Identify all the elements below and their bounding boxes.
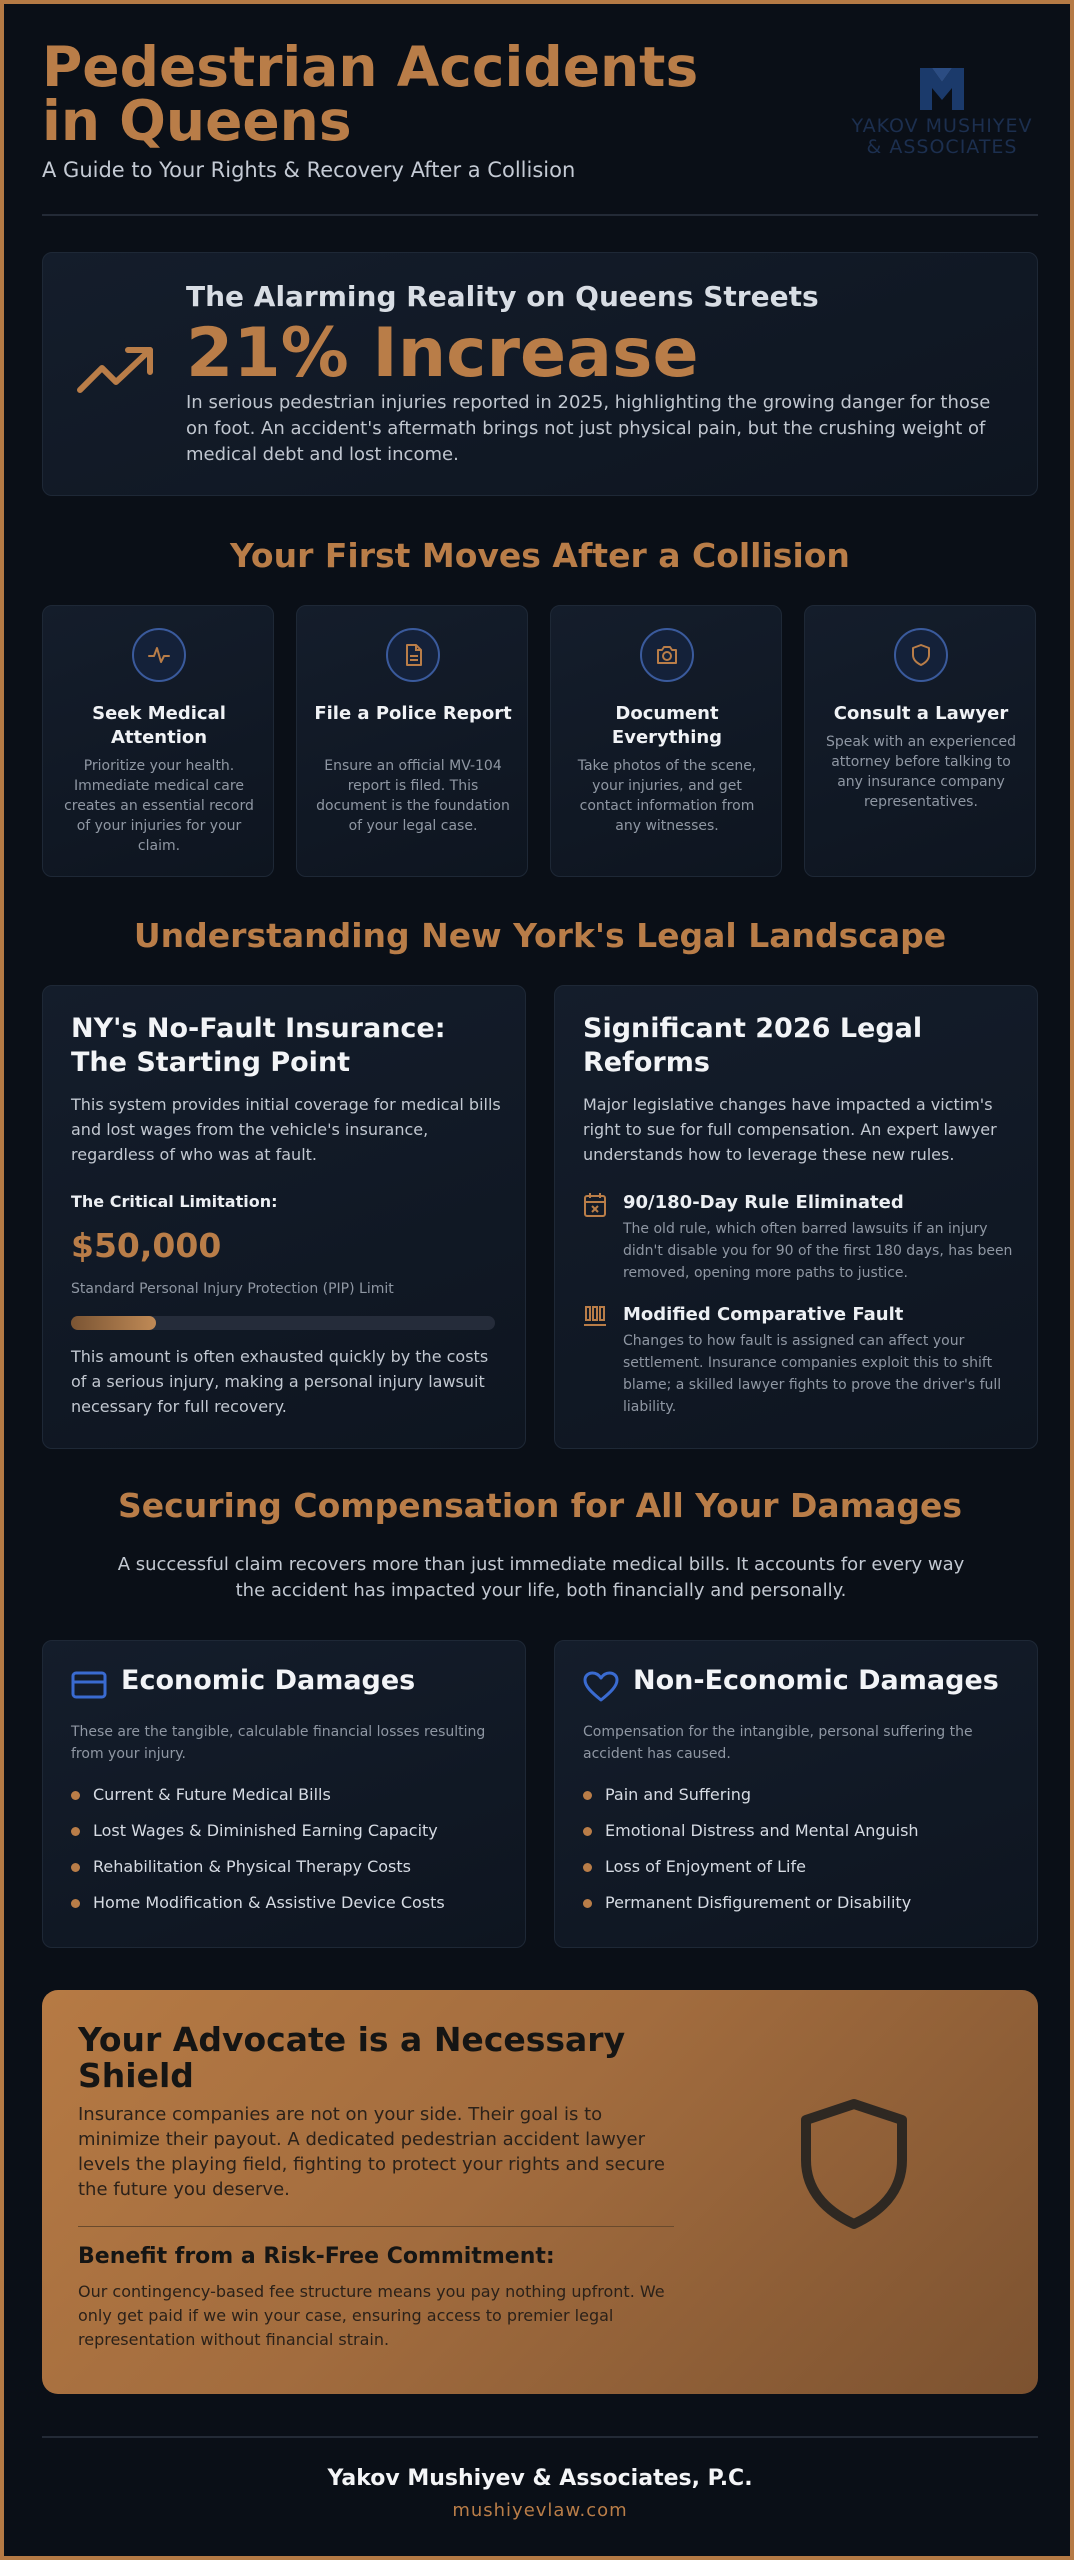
noneconomic-damages-list xyxy=(583,1783,1023,1927)
list-item: Home Modification & Assistive Device Costs xyxy=(71,1891,511,1927)
step-text: Speak with an experienced attorney before talking to any insurance company representatives. xyxy=(825,734,1017,810)
shield-icon xyxy=(894,628,948,682)
reforms-title: Significant 2026 Legal Reforms xyxy=(583,1013,923,1078)
logo-line-2: & ASSOCIATES xyxy=(866,136,1018,158)
step-title: File a Police Report xyxy=(314,703,512,724)
step-text: Take photos of the scene, your injuries, and get contact information from any witnesses. xyxy=(577,758,757,834)
pulse-icon xyxy=(132,628,186,682)
step-card-lawyer xyxy=(804,605,1036,877)
economic-damages-list xyxy=(71,1783,511,1927)
nofault-after-text: This amount is often exhausted quickly by the costs of a serious injury, making a personal injury lawsuit necessary for full recovery. xyxy=(71,1347,489,1416)
stat-figure: 21% Increase xyxy=(186,314,699,393)
footer-firm-name: Yakov Mushiyev & Associates, P.C. xyxy=(327,2466,753,2491)
steps-section-title: Your First Moves After a Collision xyxy=(230,536,850,575)
legal-section-title: Understanding New York's Legal Landscape xyxy=(133,916,947,955)
noneconomic-damages-title: Non-Economic Damages xyxy=(633,1665,999,1696)
reform-item-text: Changes to how fault is assigned can affect your settlement. Insurance companies exploit this to shift blame; a skilled lawyer fights to prove the driver's full liability. xyxy=(623,1333,1002,1415)
economic-damages-card xyxy=(42,1640,526,1948)
footer-website-link[interactable]: mushiyevlaw.com xyxy=(452,2500,628,2521)
footer-divider xyxy=(42,2436,1038,2438)
logo-mark-icon xyxy=(918,66,966,112)
document-icon xyxy=(386,628,440,682)
header-divider xyxy=(42,214,1038,216)
advocate-divider xyxy=(78,2226,674,2227)
step-title: Seek Medical Attention xyxy=(92,703,226,748)
title-line-2: in Queens xyxy=(42,89,352,153)
step-title: Consult a Lawyer xyxy=(833,703,1009,724)
list-item: Rehabilitation & Physical Therapy Costs xyxy=(71,1855,511,1891)
reform-item-text: The old rule, which often barred lawsuits if an injury didn't disable you for 90 of the first 180 days, has been removed, opening more paths to justice. xyxy=(623,1221,1013,1281)
nofault-body: This system provides initial coverage for medical bills and lost wages from the vehicle's insurance, regardless of who was at fault. xyxy=(71,1095,501,1164)
compensation-intro: A successful claim recovers more than just immediate medical bills. It accounts for every way the accident has impacted your life, both financially and personally. xyxy=(117,1554,965,1601)
advocate-subtitle: Benefit from a Risk-Free Commitment: xyxy=(78,2244,555,2269)
pip-limit-caption: Standard Personal Injury Protection (PIP) Limit xyxy=(71,1281,394,1297)
advocate-text-2: Our contingency-based fee structure means you pay nothing upfront. We only get paid if we win your case, ensuring access to premier legal representation without financial strain. xyxy=(78,2282,665,2349)
list-item: Pain and Suffering xyxy=(583,1783,1023,1819)
noneconomic-damages-desc: Compensation for the intangible, personal suffering the accident has caused. xyxy=(583,1724,973,1762)
camera-icon xyxy=(640,628,694,682)
nofault-limit-label: The Critical Limitation: xyxy=(71,1192,278,1211)
shield-icon xyxy=(798,2098,910,2230)
step-card-police xyxy=(296,605,528,877)
reform-item-title: Modified Comparative Fault xyxy=(623,1304,904,1325)
step-text: Ensure an official MV-104 report is filed. This document is the foundation of your legal case. xyxy=(316,758,510,834)
columns-icon xyxy=(583,1304,607,1328)
title-line-1: Pedestrian Accidents xyxy=(42,35,699,99)
calendar-x-icon xyxy=(583,1192,607,1218)
advocate-banner xyxy=(42,1990,1038,2394)
economic-damages-desc: These are the tangible, calculable financial losses resulting from your injury. xyxy=(71,1724,486,1762)
heart-icon xyxy=(583,1671,619,1703)
firm-logo xyxy=(844,66,1040,166)
step-title: Document Everything xyxy=(611,703,723,748)
list-item: Permanent Disfigurement or Disability xyxy=(583,1891,1023,1927)
reforms-card xyxy=(554,985,1038,1449)
pip-progress-bar xyxy=(71,1316,495,1330)
stat-description: In serious pedestrian injuries reported in 2025, highlighting the growing danger for those on foot. An accident's aftermath brings not just physical pain, but the crushing weight of medical debt and lost income. xyxy=(186,392,991,465)
pip-progress-fill xyxy=(71,1316,156,1330)
economic-damages-title: Economic Damages xyxy=(121,1665,416,1696)
step-card-document xyxy=(550,605,782,877)
advocate-text: Insurance companies are not on your side. Their goal is to minimize their payout. A dedicated pedestrian accident lawyer levels the playing field, fighting to protect your rights and secure the future you deserve. xyxy=(78,2104,665,2200)
page-subtitle: A Guide to Your Rights & Recovery After a Collision xyxy=(42,158,576,182)
compensation-section-title: Securing Compensation for All Your Damages xyxy=(117,1486,962,1525)
page-title xyxy=(42,35,742,153)
stat-heading: The Alarming Reality on Queens Streets xyxy=(186,280,819,313)
credit-card-icon xyxy=(71,1671,107,1699)
pip-limit-amount: $50,000 xyxy=(71,1226,222,1265)
list-item: Current & Future Medical Bills xyxy=(71,1783,511,1819)
nofault-title: NY's No-Fault Insurance: The Starting Point xyxy=(71,1013,446,1078)
nofault-card xyxy=(42,985,526,1449)
reforms-body: Major legislative changes have impacted a victim's right to sue for full compensation. An expert lawyer understands how to leverage these new rules. xyxy=(583,1095,997,1164)
list-item: Loss of Enjoyment of Life xyxy=(583,1855,1023,1891)
list-item: Lost Wages & Diminished Earning Capacity xyxy=(71,1819,511,1855)
reform-item-title: 90/180-Day Rule Eliminated xyxy=(623,1192,904,1213)
advocate-title: Your Advocate is a Necessary Shield xyxy=(78,2020,626,2095)
step-card-medical xyxy=(42,605,274,877)
noneconomic-damages-card xyxy=(554,1640,1038,1948)
step-text: Prioritize your health. Immediate medical care creates an essential record of your injuries for your claim. xyxy=(64,758,254,854)
logo-line-1: YAKOV MUSHIYEV xyxy=(851,115,1033,137)
trending-up-icon xyxy=(76,344,156,394)
list-item: Emotional Distress and Mental Anguish xyxy=(583,1819,1023,1855)
